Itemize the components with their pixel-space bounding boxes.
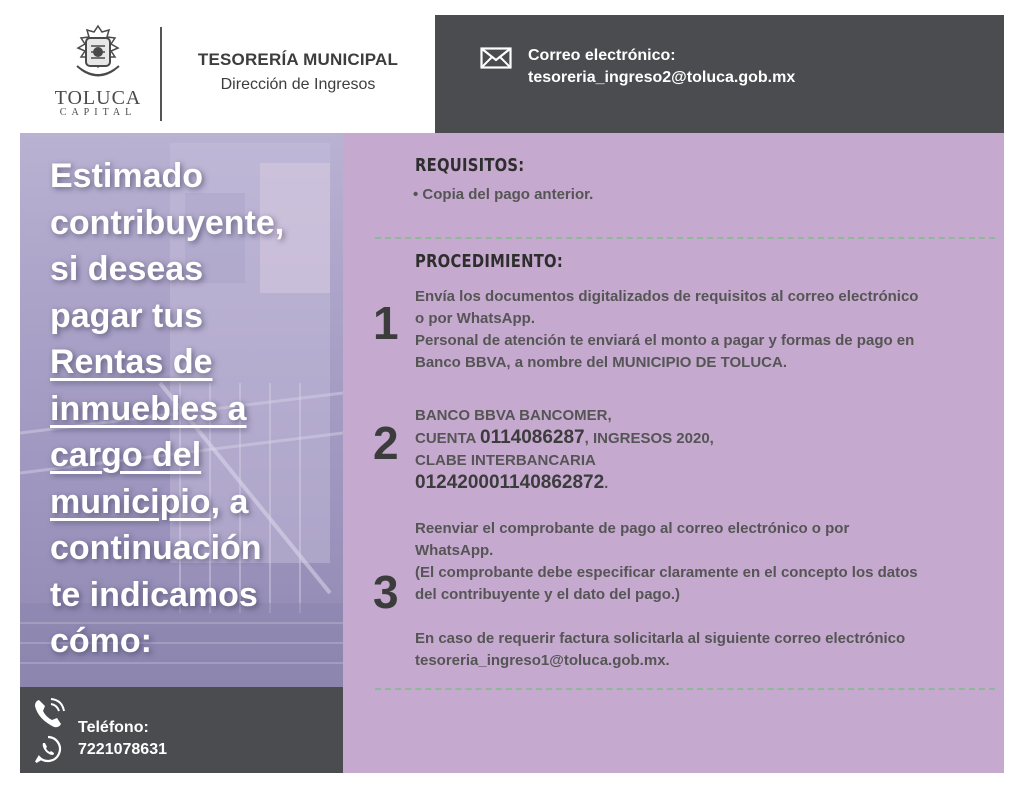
- phone-text: [78, 717, 167, 761]
- intro-line: contribuyente,: [50, 203, 285, 242]
- requisitos-title: REQUISITOS:: [415, 155, 525, 176]
- email-header: [435, 15, 1004, 133]
- step-number: 1: [373, 297, 399, 349]
- clabe-suffix: .: [604, 475, 609, 492]
- step-line: Personal de atención te enviará el monto a pagar y formas de pago en: [415, 332, 915, 349]
- toluca-logo: [52, 24, 144, 124]
- step-line: Envía los documentos digitalizados de requisitos al correo electrónico: [415, 288, 919, 305]
- intro-message: [50, 153, 340, 665]
- dashed-divider: [375, 688, 995, 690]
- envelope-icon: [480, 47, 512, 69]
- phone-label: Teléfono:: [78, 719, 149, 736]
- step-line: del contribuyente y el dato del pago.): [415, 586, 681, 603]
- department-block: [183, 50, 413, 94]
- clabe-label: CLABE INTERBANCARIA: [415, 452, 596, 469]
- dashed-divider: [375, 237, 995, 239]
- step-2-text: [415, 405, 990, 495]
- department-title: TESORERÍA MUNICIPAL: [197, 50, 399, 69]
- logo-subtitle-text: CAPITAL: [59, 107, 137, 118]
- department-subtitle: Dirección de Ingresos: [220, 76, 376, 93]
- intro-line-underlined: Rentas de: [50, 343, 213, 381]
- phone-contact: [20, 687, 343, 773]
- intro-line: te indicamos: [50, 575, 258, 614]
- intro-line-tail: , a: [210, 482, 249, 521]
- invoice-email-link[interactable]: tesoreria_ingreso1@toluca.gob.mx.: [415, 652, 670, 669]
- intro-line: cómo:: [50, 622, 152, 660]
- intro-line: continuación: [50, 529, 262, 567]
- email-link[interactable]: tesoreria_ingreso2@toluca.gob.mx: [528, 69, 796, 86]
- step-number: 3: [373, 566, 399, 618]
- step-line: WhatsApp.: [415, 542, 494, 559]
- phone-number[interactable]: 7221078631: [78, 741, 167, 758]
- procedimiento-title: PROCEDIMIENTO:: [415, 251, 563, 272]
- coat-of-arms-icon: [71, 24, 125, 86]
- step-line: En caso de requerir factura solicitarla al siguiente correo electrónico: [415, 630, 906, 647]
- intro-line-underlined: inmuebles a: [50, 389, 247, 428]
- header-divider: [160, 27, 162, 121]
- clabe-number: 012420001140862872: [415, 472, 605, 493]
- account-number: 0114086287: [480, 427, 585, 448]
- intro-line-underlined: municipio: [50, 482, 211, 521]
- phone-icon: [32, 697, 66, 731]
- cuenta-suffix: , INGRESOS 2020,: [584, 430, 714, 447]
- cuenta-label: CUENTA: [415, 430, 480, 447]
- message-panel: [20, 133, 343, 687]
- step-3-text: [415, 518, 990, 672]
- email-label: Correo electrónico:: [528, 47, 676, 64]
- logo-city-text: TOLUCA: [54, 87, 142, 109]
- step-number: 2: [373, 417, 399, 469]
- intro-line: pagar tus: [50, 296, 204, 335]
- email-text: [528, 45, 795, 89]
- step-line: o por WhatsApp.: [415, 310, 535, 327]
- whatsapp-icon: [34, 735, 62, 763]
- intro-line: si deseas: [50, 250, 204, 288]
- step-line: Reenviar el comprobante de pago al correo electrónico o por: [415, 520, 850, 537]
- info-panel: [343, 133, 1004, 773]
- bank-name: BANCO BBVA BANCOMER,: [415, 407, 612, 424]
- step-line: (El comprobante debe especificar claramente en el concepto los datos: [415, 564, 918, 581]
- step-line: Banco BBVA, a nombre del MUNICIPIO DE TOLUCA.: [415, 354, 787, 371]
- intro-line: Estimado: [50, 157, 204, 195]
- requisitos-item: • Copia del pago anterior.: [413, 186, 594, 203]
- intro-line-underlined: cargo del: [50, 436, 202, 474]
- step-1-text: [415, 286, 990, 374]
